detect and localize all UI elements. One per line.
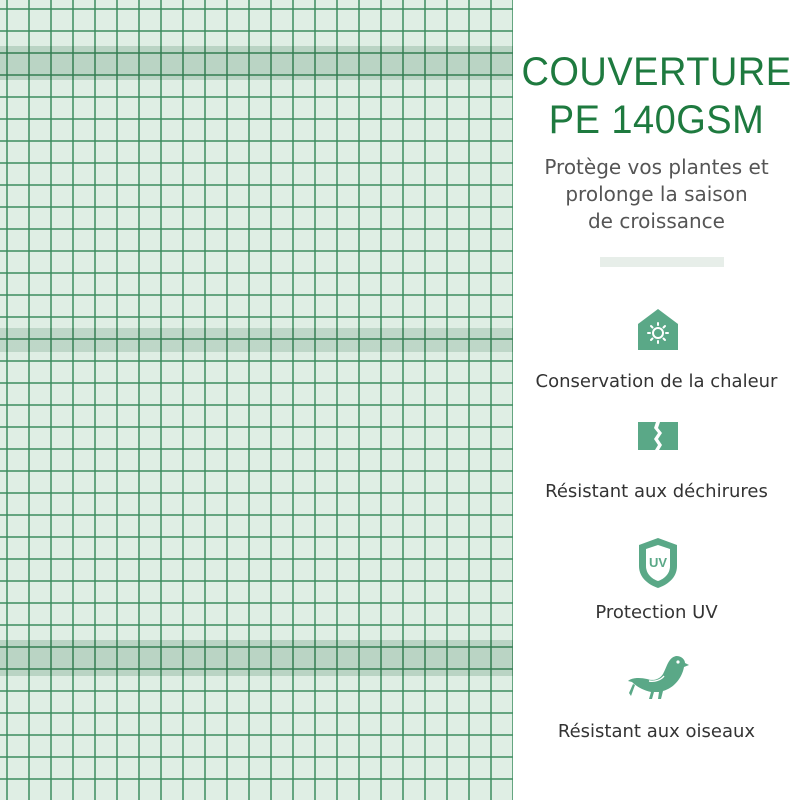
subtitle: [513, 154, 800, 235]
greenhouse-sun-icon: [635, 306, 681, 352]
feature-label-uv: Protection UV: [595, 602, 718, 623]
feature-label-heat: Conservation de la chaleur: [535, 371, 778, 392]
feature-label-bird: Résistant aux oiseaux: [557, 721, 756, 742]
subtitle-line-3: de croissance: [587, 209, 725, 233]
subtitle-line-2: prolonge la saison: [565, 182, 748, 206]
uv-shield-icon: [637, 536, 679, 590]
divider: [600, 257, 724, 267]
torn-fabric-icon: [636, 418, 680, 454]
subtitle-line-1: Protège vos plantes et: [544, 155, 769, 179]
title-line-1: COUVERTURE: [521, 50, 792, 94]
bird-icon: [627, 652, 689, 706]
title-line-2: PE 140GSM: [548, 98, 765, 142]
uv-text: UV: [648, 555, 668, 570]
feature-panel: [513, 0, 800, 800]
feature-label-tear: Résistant aux déchirures: [545, 481, 768, 502]
